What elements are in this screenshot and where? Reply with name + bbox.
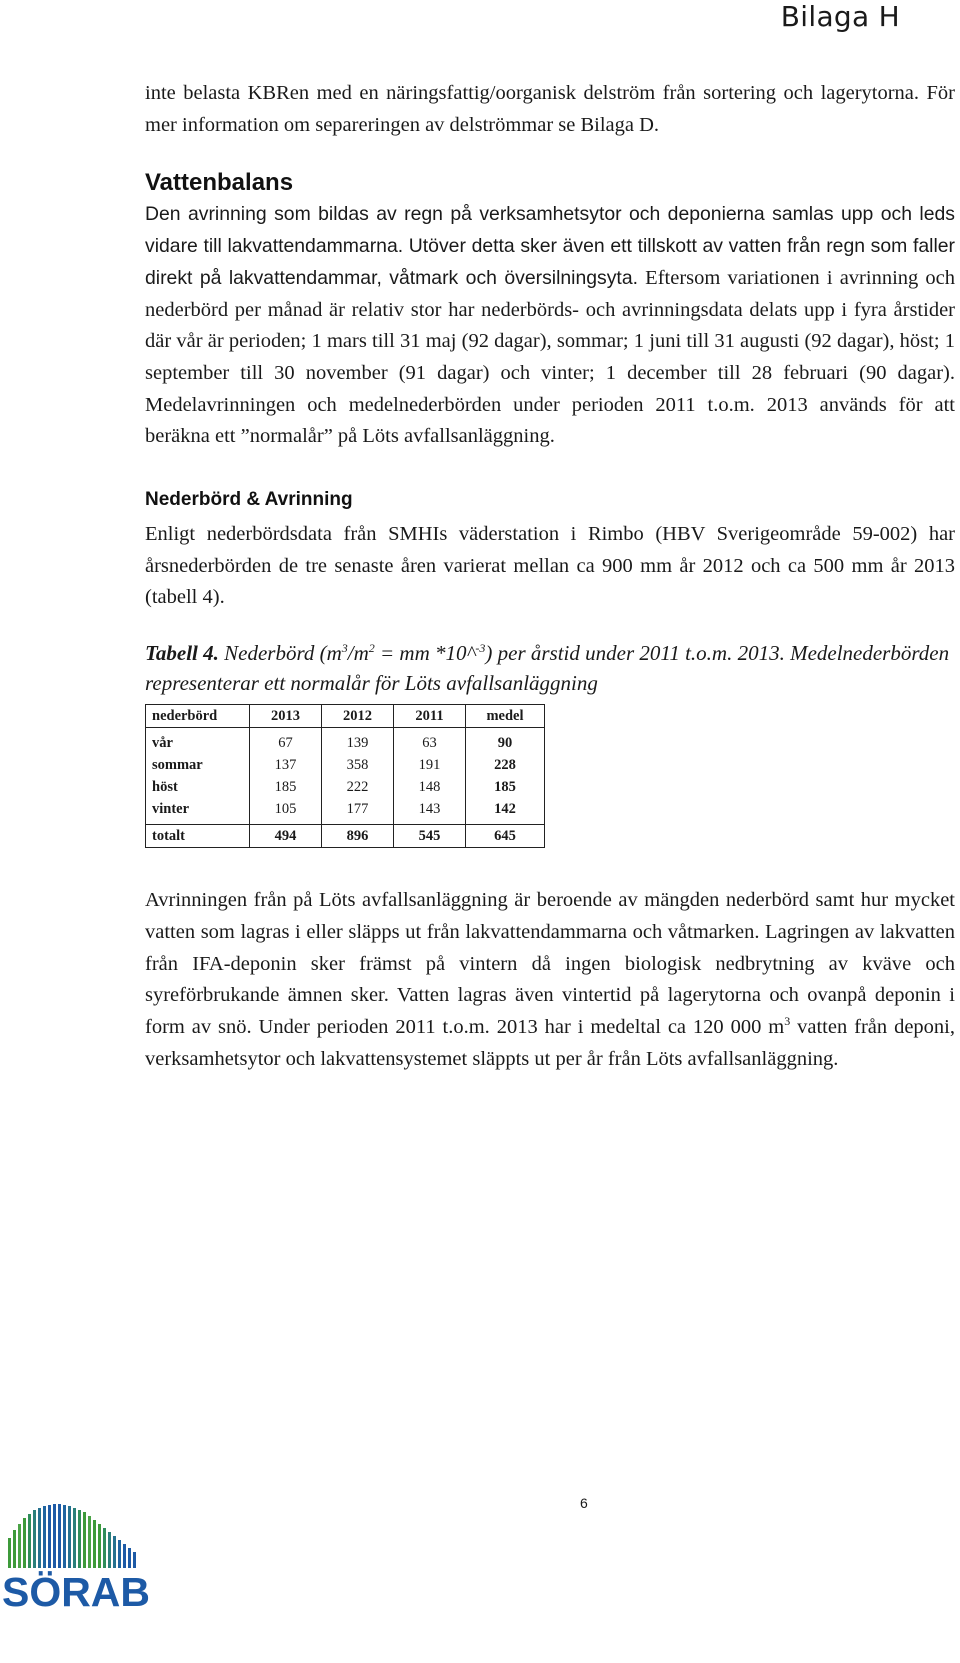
- sorab-logo: [0, 1500, 160, 1663]
- table-cell: 545: [394, 825, 466, 848]
- table-row: [146, 776, 545, 798]
- avrinning-paragraph: [145, 885, 955, 1075]
- table-cell: 185: [250, 776, 322, 798]
- table-cell: 222: [322, 776, 394, 798]
- table-total-row: [146, 825, 545, 848]
- table-cell: 148: [394, 776, 466, 798]
- table-cell: vinter: [146, 798, 250, 820]
- precipitation-table: [145, 704, 545, 848]
- logo-wordmark: SÖRAB: [2, 1569, 150, 1615]
- nederbord-paragraph: Enligt nederbördsdata från SMHIs väderstation i Rimbo (HBV Sverigeområde 59-002) har årsnederbörden de tre senaste åren varierat mellan ca 900 mm år 2012 och ca 500 mm år 2013 (tabell 4).: [145, 523, 955, 609]
- heading-nederbord-avrinning: Nederbörd & Avrinning: [145, 489, 353, 511]
- table-caption: [145, 638, 955, 698]
- table-cell: 494: [250, 825, 322, 848]
- table-cell: 90: [466, 732, 545, 754]
- table-cell: 185: [466, 776, 545, 798]
- table-cell: 139: [322, 732, 394, 754]
- table-cell: 191: [394, 754, 466, 776]
- page-content: [145, 78, 955, 1075]
- table-cell: höst: [146, 776, 250, 798]
- cubic-superscript: 3: [784, 1014, 791, 1029]
- table-cell: 228: [466, 754, 545, 776]
- running-header: Bilaga H: [780, 0, 900, 33]
- table-cell: 645: [466, 825, 545, 848]
- caption-text-3: = mm *10^: [374, 641, 476, 666]
- caption-sup-2: 2: [368, 641, 375, 656]
- table-cell: vår: [146, 732, 250, 754]
- table-header-cell: medel: [466, 705, 545, 728]
- caption-text-4: ) per årstid under 2011 t.o.m. 2013. Medelnederbörden representerar ett normalår för Löts avfallsanläggning: [145, 641, 950, 696]
- table-header-cell: 2013: [250, 705, 322, 728]
- table-row: [146, 754, 545, 776]
- heading-vattenbalans: Vattenbalans: [145, 169, 294, 197]
- table-row: [146, 732, 545, 754]
- table-row: [146, 798, 545, 820]
- avrinning-text-a: Avrinningen från på Löts avfallsanläggning är beroende av mängden nederbörd samt hur mycket vatten som lagras i eller släpps ut från lakvattendammarna och våtmarken. Lagringen av lakvatten från IFA-deponin sker främst på vintern då ingen biologisk nedbrytning av kväve och syreförbrukande ämnen sker. Vatten lagras även vintertid på lagerytorna och ovanpå deponin i form av snö. Under perioden 2011 t.o.m. 2013 har i medeltal ca 120 000 m: [145, 889, 955, 1038]
- vattenbalans-text-b: Eftersom variationen i avrinning och nederbörd per månad är relativ stor har nederbörds- och avrinningsdata delats upp i fyra årstider där vår är perioden; 1 mars till 31 maj (92 dagar), sommar; 1 juni till 31 augusti (92 dagar), höst; 1 september till 30 november (91 dagar) och vinter; 1 december till 28 februari (90 dagar). Medelavrinningen och medelnederbörden under perioden 2011 t.o.m. 2013 används för att beräkna ett ”normalår” på Löts avfallsanläggning.: [145, 266, 956, 448]
- table-cell: 142: [466, 798, 545, 820]
- table-header-cell: 2012: [322, 705, 394, 728]
- caption-label: Tabell 4.: [145, 641, 219, 666]
- table-cell: 177: [322, 798, 394, 820]
- table-cell: 105: [250, 798, 322, 820]
- vattenbalans-paragraph: [145, 199, 955, 453]
- table-cell: 358: [322, 754, 394, 776]
- table-cell: sommar: [146, 754, 250, 776]
- caption-text-1: Nederbörd (m: [218, 641, 342, 666]
- table-header-cell: nederbörd: [146, 705, 250, 728]
- caption-text-2: /m: [347, 641, 369, 666]
- logo-bars: [8, 1504, 136, 1568]
- table-cell: 896: [322, 825, 394, 848]
- intro-paragraph: inte belasta KBRen med en näringsfattig/oorganisk delström från sortering och lagerytorna. För mer information om separeringen av delströmmar se Bilaga D.: [145, 82, 955, 136]
- table-cell: 63: [394, 732, 466, 754]
- vattenbalans-text-a: Den avrinning som bildas av regn på verksamhetsytor och deponierna samlas upp och leds vidare till lakvattendammarna. Utöver detta sker även ett tillskott av vatten från regn som faller direkt på lakvattendammar, våtmark och översilningsyta.: [145, 203, 955, 289]
- page-number: 6: [580, 1495, 588, 1511]
- table-header-row: [146, 705, 545, 728]
- table-cell: totalt: [146, 825, 250, 848]
- caption-sup-1: 3: [341, 641, 348, 656]
- table-header-cell: 2011: [394, 705, 466, 728]
- avrinning-text-b: vatten från deponi, verksamhetsytor och lakvattensystemet släppts ut per år från Löts avfallsanläggning.: [145, 1015, 955, 1070]
- table-cell: 137: [250, 754, 322, 776]
- caption-sup-3: -3: [475, 641, 486, 656]
- table-cell: 67: [250, 732, 322, 754]
- table-cell: 143: [394, 798, 466, 820]
